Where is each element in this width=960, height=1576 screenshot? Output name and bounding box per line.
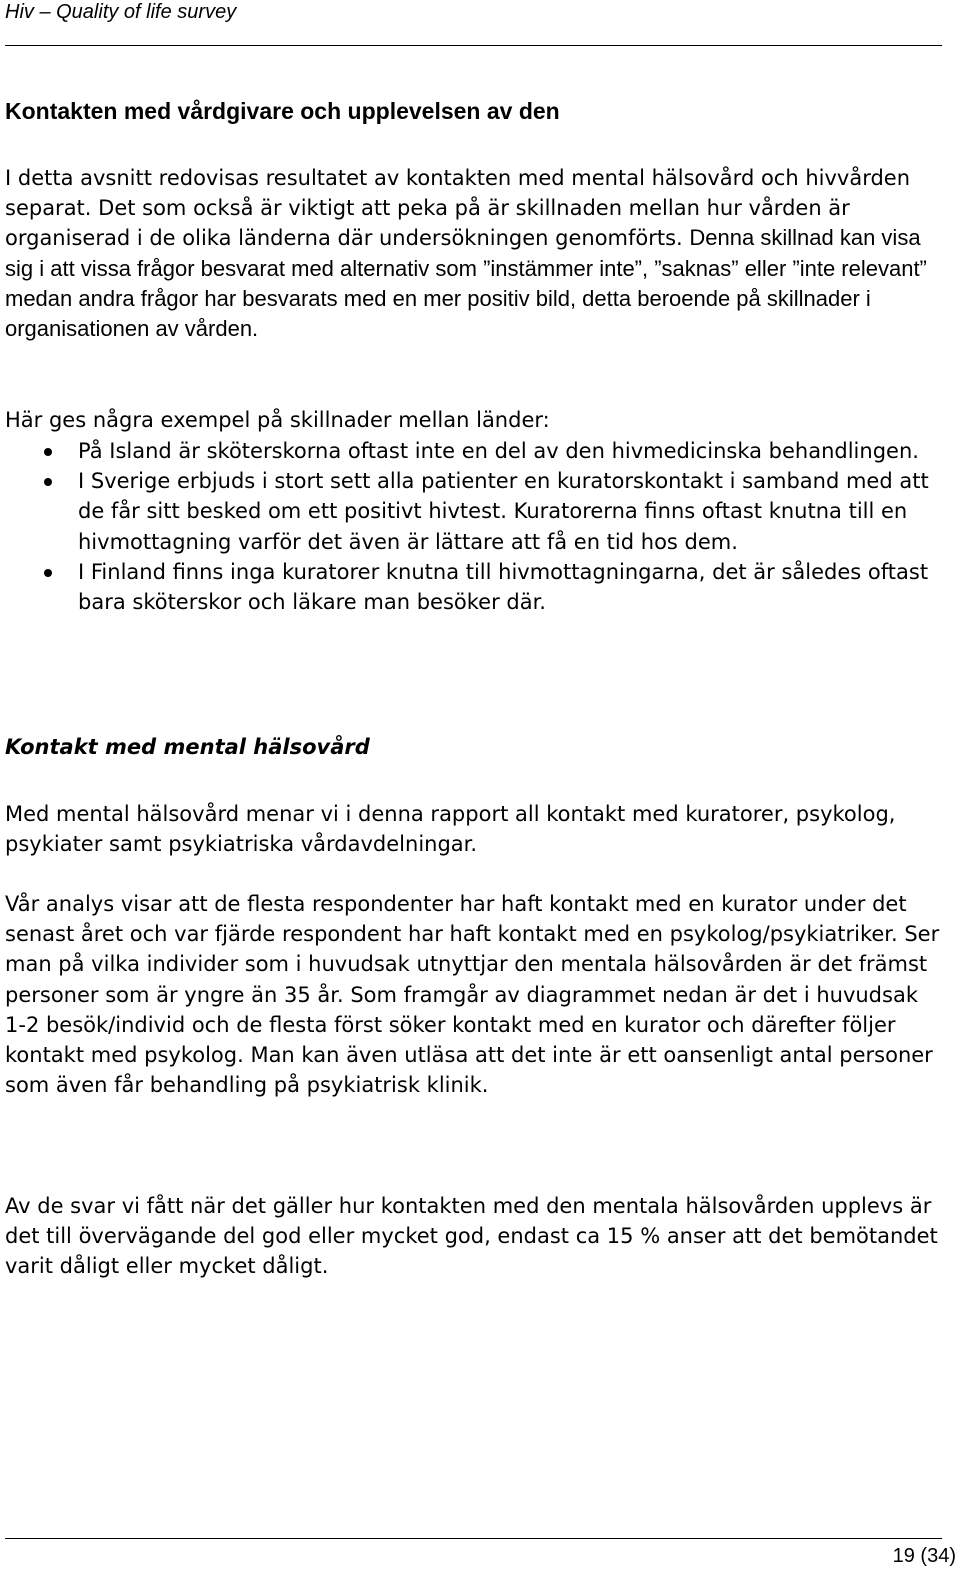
bullet-icon xyxy=(44,478,52,486)
header-divider xyxy=(5,45,942,46)
section-title: Kontakten med vårdgivare och upplevelsen av den xyxy=(5,98,560,124)
list-item xyxy=(5,436,945,466)
analysis-paragraph: Vår analys visar att de flesta respondenter har haft kontakt med en kurator under det senast året och var fjärde respondent har haft kontakt med en psykolog/psykiatriker. Ser man på vilka individer som i huvudsak utnyttjar den mentala hälsovården är det främst personer som är yngre än 35 år. Som framgår av diagrammet nedan är det i huvudsak 1-2 besök/individ och de flesta först söker kontakt med en kurator och därefter följer kontakt med psykolog. Man kan även utläsa att det inte är ett oansenligt antal personer som även får behandling på psykiatrisk klinik. xyxy=(5,892,940,1098)
list-item xyxy=(5,557,945,617)
list-item xyxy=(5,466,945,557)
list-item-text: I Sverige erbjuds i stort sett alla patienter en kuratorskontakt i samband med att de får sitt besked om ett positivt hivtest. Kuratorerna finns oftast knutna till en hivmottagning varför det även är lättare att få en tid hos dem. xyxy=(78,469,929,554)
intro-paragraph xyxy=(5,163,945,344)
intro-text-a: I detta avsnitt redovisas resultatet av kontakten med mental hälsovård och hivvården separat. Det som också är viktigt att peka på är skillnaden mellan hur vården är organiserad i de olika länderna där undersökningen genomförts. xyxy=(5,166,911,251)
country-differences-list xyxy=(5,436,945,617)
experience-paragraph: Av de svar vi fått när det gäller hur kontakten med den mentala hälsovården upplevs är det till övervägande del god eller mycket god, endast ca 15 % anser att det bemötandet varit dåligt eller mycket dåligt. xyxy=(5,1194,938,1279)
bullet-icon xyxy=(44,448,52,456)
bullet-icon xyxy=(44,569,52,577)
examples-intro: Här ges några exempel på skillnader mellan länder: xyxy=(5,408,550,432)
page-number: 19 (34) xyxy=(892,1545,956,1567)
footer-divider xyxy=(5,1538,942,1539)
subsection-title: Kontakt med mental hälsovård xyxy=(5,735,370,759)
intro-text-b: Denna skillnad kan visa sig i att vissa frågor besvarat med alternativ som ”instämmer inte”, ”saknas” eller ”inte relevant” medan andra frågor har besvarats med en mer positiv bild, detta beroende på skillnader i organisationen av vården. xyxy=(5,225,927,342)
page-header: Hiv – Quality of life survey xyxy=(5,1,237,23)
list-item-text: På Island är sköterskorna oftast inte en del av den hivmedicinska behandlingen. xyxy=(78,439,919,463)
list-item-text: I Finland finns inga kuratorer knutna till hivmottagningarna, det är således oftast bara sköterskor och läkare man besöker där. xyxy=(78,559,929,615)
definition-paragraph: Med mental hälsovård menar vi i denna rapport all kontakt med kuratorer, psykolog, psykiater samt psykiatriska vårdavdelningar. xyxy=(5,802,896,857)
